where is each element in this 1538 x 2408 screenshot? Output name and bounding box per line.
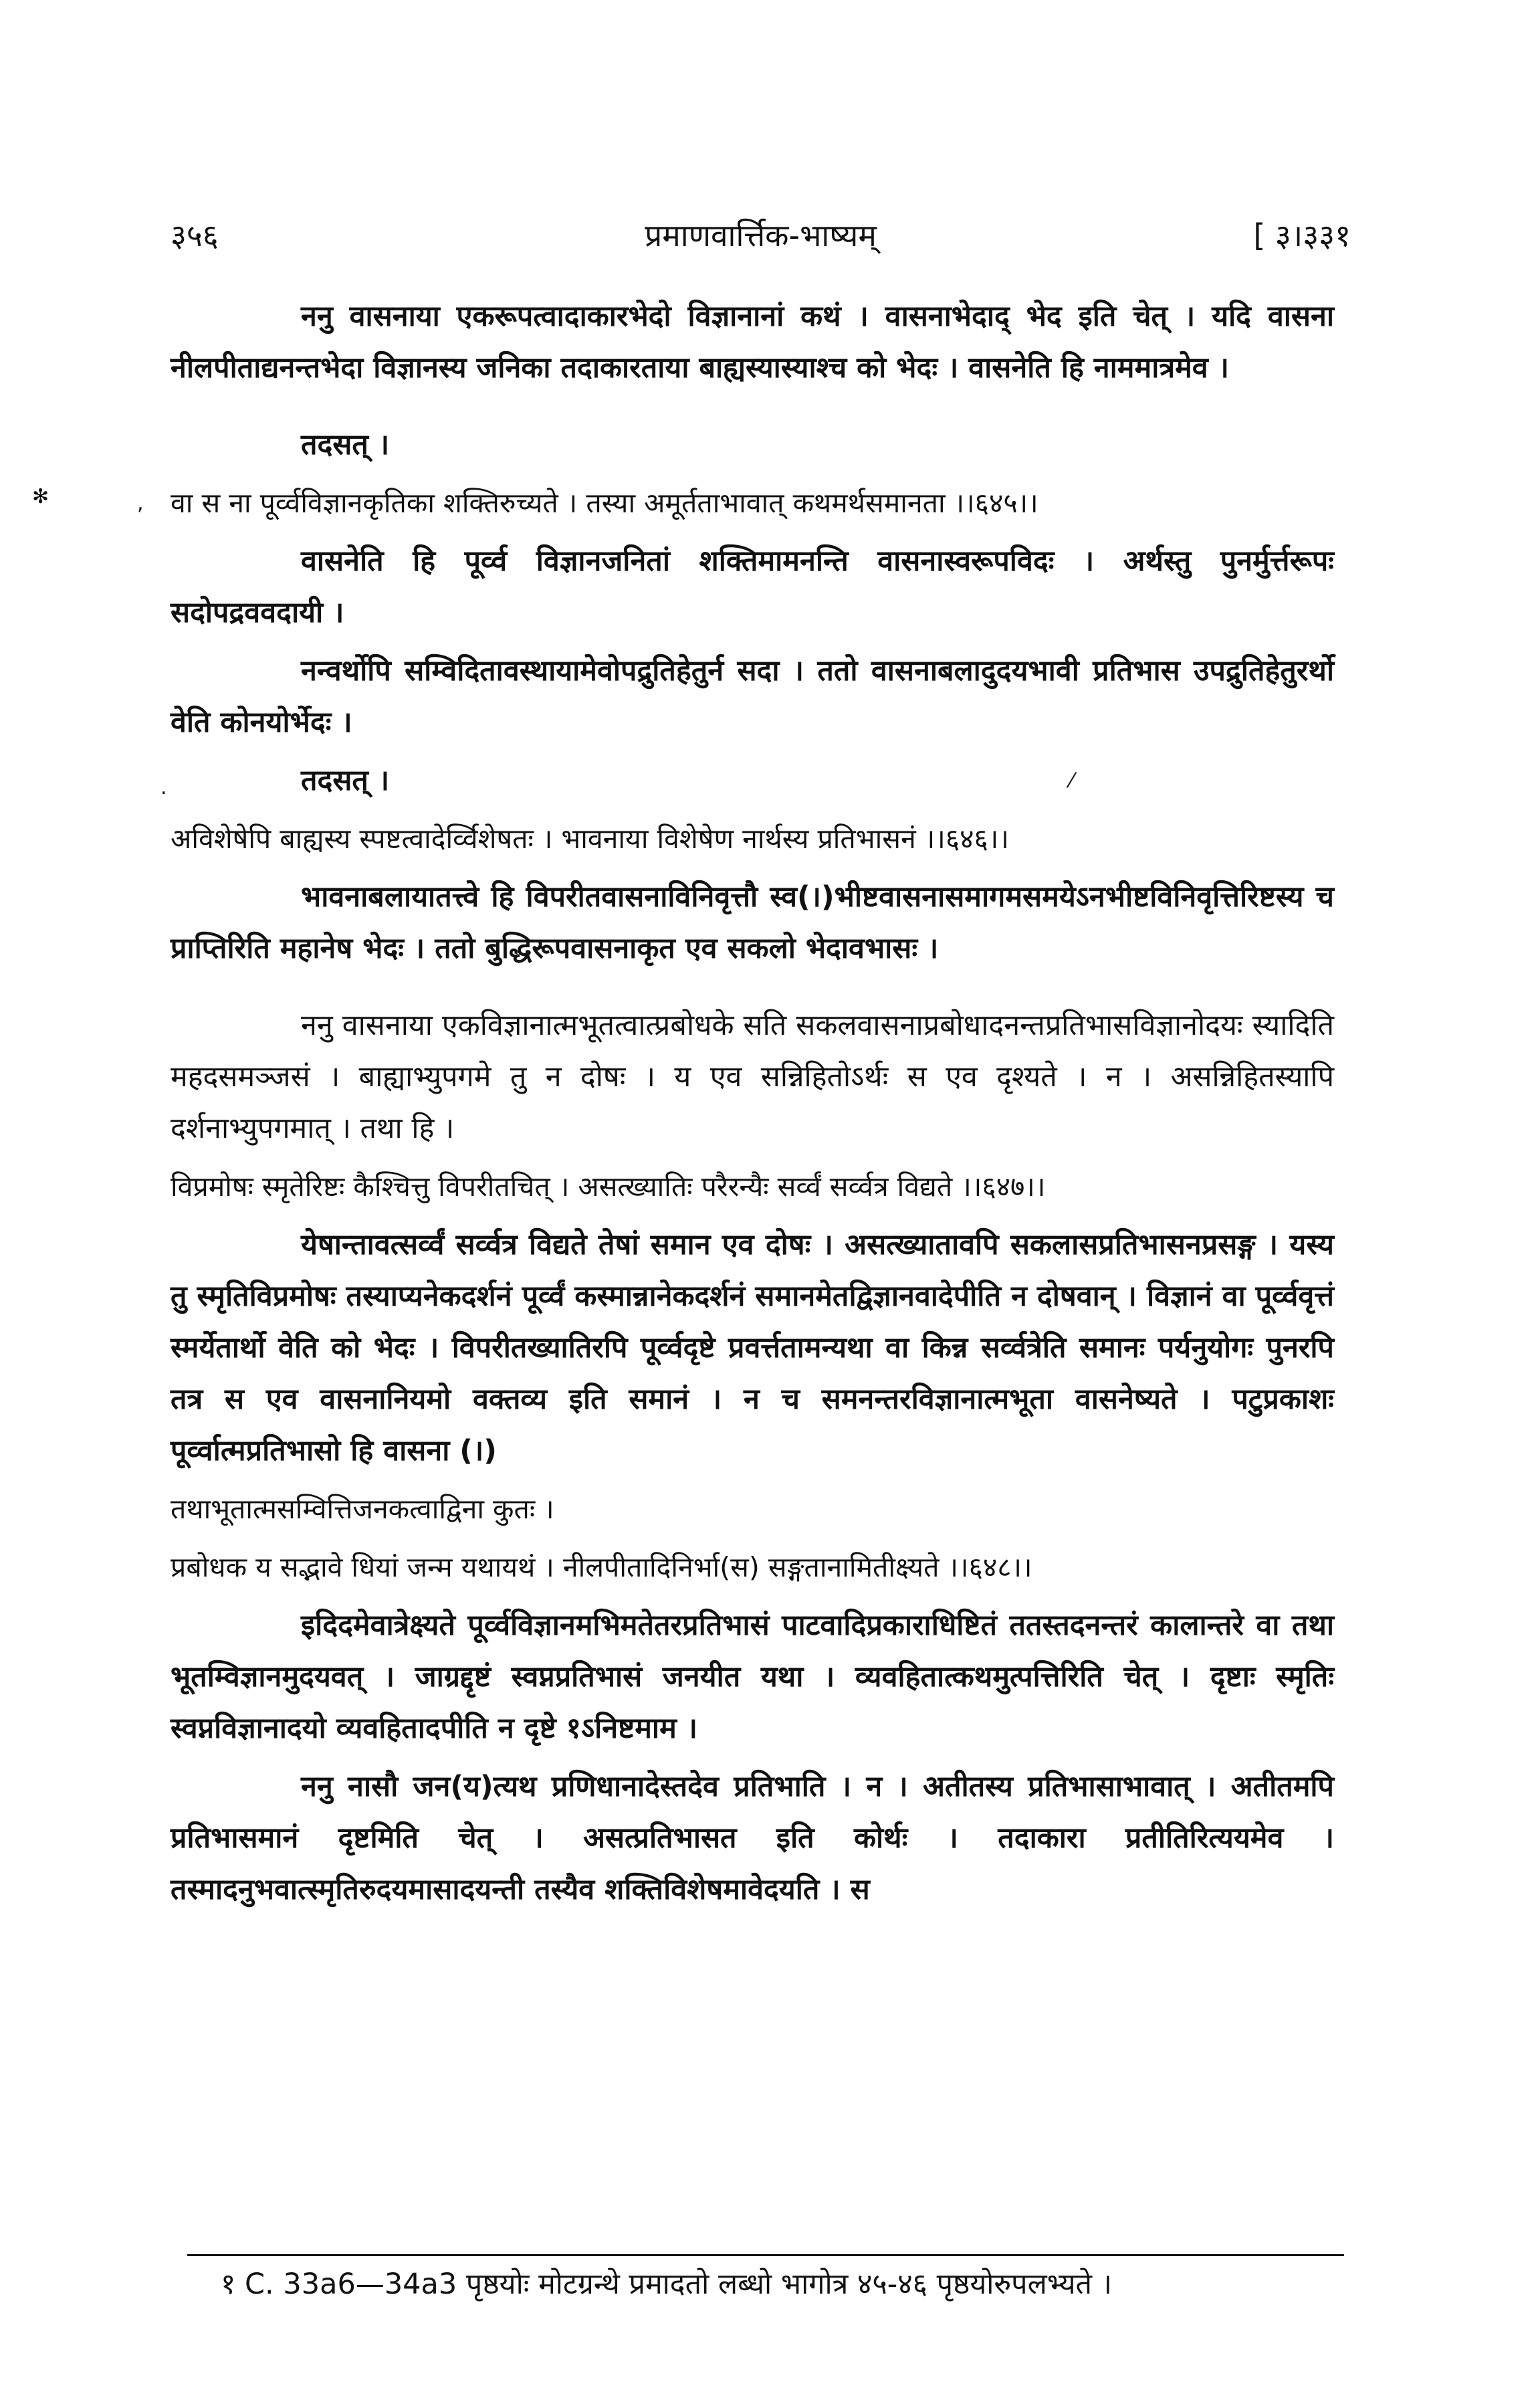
section-reference: [ ३।३३१ bbox=[1253, 217, 1351, 254]
main-text bbox=[171, 291, 1334, 1922]
commentary-paragraph: इदिदमेवात्रेक्ष्यते पूर्व्वविज्ञानमभिमतेतरप्रतिभासं पाटवादिप्रकाराधिष्टितं ततस्तदनन्तरं कालान्तरे वा तथा भूतम्विज्ञानमुदयवत् । जाग्रद्दृष्टं स्वप्नप्रतिभासं जनयीत यथा । व्यवहितात्कथमुत्पत्तिरिति चेत् । दृष्टाः स्मृतिः स्वप्नविज्ञानादयो व्यवहितादपीति न दृष्टे १ऽनिष्टमाम । bbox=[171, 1609, 1334, 1745]
commentary-paragraph: ननु वासनाया एकविज्ञानात्मभूतत्वात्प्रबोधके सति सकलवासनाप्रबोधादनन्तप्रतिभासविज्ञानोदयः स्यादिति महदसमञ्जसं । बाह्याभ्युपगमे तु न दोषः । य एव सन्निहितोऽर्थः स एव दृश्यते । न । असन्निहितस्यापि दर्शनाभ्युपगमात् । तथा हि । bbox=[171, 1009, 1334, 1145]
commentary-paragraph: नन्वर्थोपि सम्विदितावस्थायामेवोपद्रुतिहेतुर्न सदा । ततो वासनाबलादुदयभावी प्रतिभास उपद्रुतिहेतुरर्थो वेति कोनयोर्भेदः । bbox=[171, 654, 1334, 739]
commentary-paragraph: तदसत् । bbox=[301, 428, 390, 462]
paragraph-gap bbox=[171, 401, 1334, 419]
verse-line: अविशेषेपि बाह्यस्य स्पष्टत्वादेर्व्विशेषतः । भावनाया विशेषेण नार्थस्य प्रतिभासनं ।।६४६।। bbox=[171, 823, 1009, 855]
page-number: ३५६ bbox=[171, 217, 219, 254]
commentary-paragraph: वासनेति हि पूर्व्व विज्ञानजनितां शक्तिमामनन्ति वासनास्वरूपविदः । अर्थस्तु पुनर्मुर्त्तरूपः सदोपद्रववदायी । bbox=[171, 544, 1334, 629]
footnote-rule bbox=[187, 2254, 1344, 2256]
verse-line: प्रबोधक य सद्भावे धियां जन्म यथायथं । नीलपीतादिनिर्भा(स) सङ्गतानामितीक्ष्यते ।।६४८।। bbox=[171, 1551, 1032, 1583]
footnote: १ C. 33a6—34a3 पृष्ठयोः मोटग्रन्थे प्रमादतो लब्धो भागोत्र ४५-४६ पृष्ठयोरुपलभ्यते । bbox=[221, 2268, 1113, 2301]
commentary-paragraph: तदसत् । bbox=[301, 764, 390, 797]
running-header bbox=[171, 214, 1351, 268]
stray-mark: . bbox=[160, 776, 167, 799]
commentary-paragraph: भावनाबलायातत्त्वे हि विपरीतवासनाविनिवृत्तौ स्व(।)भीष्टवासनासमागमसमयेऽनभीष्टविनिवृत्तिरिष्टस्य च प्राप्तिरिति महानेष भेदः । ततो बुद्धिरूपवासनाकृत एव सकलो भेदावभासः । bbox=[171, 880, 1334, 965]
running-title: प्रमाणवार्त्तिक-भाष्यम् bbox=[645, 217, 877, 254]
verse-line: विप्रमोषः स्मृतेरिष्टः कैश्चित्तु विपरीतचित् । असत्ख्यातिः परैरन्यैः सर्व्वं सर्व्वत्र विद्यते ।।६४७।। bbox=[171, 1171, 1046, 1203]
commentary-paragraph: ननु नासौ जन(य)त्यथ प्रणिधानादेस्तदेव प्रतिभाति । न । अतीतस्य प्रतिभासाभावात् । अतीतमपि प्रतिभासमानं दृष्टमिति चेत् । असत्प्रतिभासत इति कोर्थः । तदाकारा प्रतीतिरित्ययमेव । तस्मादनुभवात्स्मृतिरुदयमासादयन्ती तस्यैव शक्तिविशेषमावेदयति । स bbox=[171, 1770, 1335, 1906]
verse-line: वा स ना पूर्व्वविज्ञानकृतिका शक्तिरुच्यते । तस्या अमूर्तताभावात् कथमर्थसमानता ।।६४५।। bbox=[171, 487, 1038, 519]
paragraph-gap bbox=[171, 981, 1334, 1000]
commentary-paragraph: येषान्तावत्सर्व्वं सर्व्वत्र विद्यते तेषां समान एव दोषः । असत्ख्यातावपि सकलासप्रतिभासनप्रसङ्ग । यस्य तु स्मृतिविप्रमोषः तस्याप्यनेकदर्शनं पूर्व्वं कस्मान्नानेकदर्शनं समानमेतद्विज्ञानवादेपीति न दोषवान् । विज्ञानं वा पूर्व्ववृत्तं स्मर्येतार्थो वेति को भेदः । विपरीतख्यातिरपि पूर्व्वदृष्टे प्रवर्त्ततामन्यथा वा किन्न सर्व्वत्रेति समानः पर्यनुयोगः पुनरपि तत्र स एव वासनानियमो वक्तव्य इति समानं । न च समनन्तरविज्ञानात्मभूता वासनेष्यते । पटुप्रकाशः पूर्व्वात्मप्रतिभासो हि वासना (।) bbox=[171, 1228, 1334, 1468]
verse-line: तथाभूतात्मसम्वित्तिजनकत्वाद्विना कुतः । bbox=[171, 1493, 554, 1525]
commentary-paragraph: ननु वासनाया एकरूपत्वादाकारभेदो विज्ञानानां कथं । वासनाभेदाद् भेद इति चेत् । यदि वासना नीलपीताद्यनन्तभेदा विज्ञानस्य जनिका तदाकारताया बाह्यस्यास्याश्च को भेदः । वासनेति हि नाममात्रमेव । bbox=[171, 300, 1334, 385]
stray-mark: ✻ bbox=[32, 485, 49, 508]
stray-mark: , bbox=[137, 492, 144, 515]
stray-mark: ⁄ bbox=[1070, 769, 1074, 793]
